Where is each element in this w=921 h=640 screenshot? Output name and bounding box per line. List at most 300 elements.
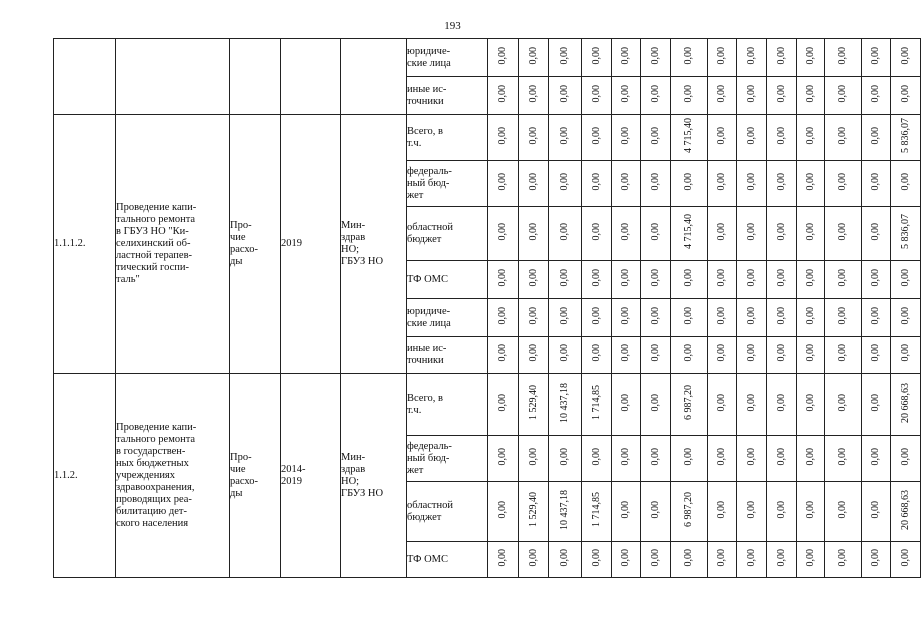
value-cell (671, 299, 708, 337)
value-text: 0,00 (837, 393, 848, 412)
value-text: 0,00 (775, 500, 787, 519)
value-text: 0,00 (870, 306, 881, 325)
value-cell (671, 39, 708, 77)
value-cell (671, 115, 708, 161)
value-cell (708, 299, 737, 337)
value-text: 20 668,63 (899, 382, 911, 423)
value-cell (612, 39, 641, 77)
value-cell (488, 115, 519, 161)
value-text: 0,00 (649, 500, 661, 519)
value-text: 0,00 (775, 447, 787, 466)
value-cell (549, 161, 582, 207)
value-cell (862, 436, 891, 482)
value-cell (488, 39, 519, 77)
value-text: 1 714,85 (590, 492, 602, 527)
value-cell (612, 161, 641, 207)
value-text: 0,00 (745, 222, 757, 241)
value-text: 0,00 (870, 172, 881, 191)
value-cell (641, 436, 671, 482)
value-cell (737, 482, 767, 542)
value-cell (891, 161, 921, 207)
value-cell (671, 261, 708, 299)
value-cell (582, 207, 612, 261)
value-text: 0,00 (527, 46, 539, 65)
value-cell (708, 161, 737, 207)
value-cell (862, 337, 891, 374)
source-cell: Всего, в т.ч. (407, 374, 488, 436)
value-cell (708, 261, 737, 299)
value-cell (862, 161, 891, 207)
value-cell (737, 299, 767, 337)
value-text: 0,00 (745, 46, 757, 65)
value-text: 0,00 (497, 344, 508, 362)
value-text: 0,00 (745, 344, 757, 362)
value-cell (708, 77, 737, 115)
value-text: 0,00 (899, 84, 911, 103)
value-text: 0,00 (620, 548, 631, 567)
value-cell (519, 299, 549, 337)
value-cell (641, 39, 671, 77)
item-period: 2014- 2019 (281, 374, 341, 578)
value-cell (549, 115, 582, 161)
value-cell (767, 207, 797, 261)
value-cell (671, 482, 708, 542)
value-text: 0,00 (745, 84, 757, 103)
value-cell (671, 161, 708, 207)
value-text: 0,00 (804, 447, 816, 466)
value-cell (767, 77, 797, 115)
value-text: 0,00 (804, 84, 816, 103)
value-cell (891, 374, 921, 436)
value-text: 0,00 (804, 126, 816, 145)
value-cell (612, 261, 641, 299)
value-cell (891, 207, 921, 261)
value-cell (891, 542, 921, 578)
page-number: 193 (444, 20, 461, 32)
value-cell (488, 436, 519, 482)
value-cell (797, 436, 825, 482)
empty-category-cell (230, 39, 281, 115)
value-text: 0,00 (590, 344, 602, 362)
value-text: 0,00 (527, 344, 539, 362)
value-text: 0,00 (620, 393, 631, 412)
value-cell (862, 299, 891, 337)
value-text: 0,00 (745, 393, 757, 412)
value-cell (767, 261, 797, 299)
value-text: 0,00 (683, 268, 694, 287)
value-text: 0,00 (527, 548, 539, 567)
value-cell (862, 207, 891, 261)
value-text: 0,00 (804, 306, 816, 325)
value-text: 0,00 (870, 500, 881, 519)
value-text: 0,00 (804, 393, 816, 412)
value-text: 0,00 (649, 344, 661, 362)
value-cell (549, 77, 582, 115)
value-cell (767, 482, 797, 542)
value-cell (671, 436, 708, 482)
value-text: 0,00 (620, 46, 631, 65)
value-text: 0,00 (559, 222, 570, 241)
value-text: 0,00 (649, 447, 661, 466)
source-cell: областной бюджет (407, 207, 488, 261)
value-cell (797, 542, 825, 578)
value-cell (825, 337, 862, 374)
value-cell (708, 374, 737, 436)
value-cell (519, 39, 549, 77)
value-text: 0,00 (497, 447, 508, 466)
value-text: 0,00 (683, 172, 694, 191)
value-cell (797, 115, 825, 161)
value-text: 0,00 (775, 306, 787, 325)
value-cell (825, 482, 862, 542)
value-cell (737, 374, 767, 436)
value-text: 0,00 (590, 222, 602, 241)
value-cell (708, 436, 737, 482)
value-cell (891, 39, 921, 77)
value-cell (488, 207, 519, 261)
item-category: Про- чие расхо- ды (230, 115, 281, 374)
value-text: 0,00 (837, 46, 848, 65)
value-cell (582, 374, 612, 436)
value-cell (891, 77, 921, 115)
value-text: 0,00 (716, 46, 727, 65)
value-cell (641, 77, 671, 115)
value-cell (862, 39, 891, 77)
value-cell (797, 207, 825, 261)
value-cell (708, 482, 737, 542)
value-text: 6 987,20 (683, 492, 694, 527)
value-text: 0,00 (527, 172, 539, 191)
empty-name-cell (116, 39, 230, 115)
value-text: 0,00 (590, 548, 602, 567)
budget-table (53, 38, 921, 578)
value-cell (582, 337, 612, 374)
value-cell (582, 261, 612, 299)
value-cell (488, 542, 519, 578)
item-category: Про- чие расхо- ды (230, 374, 281, 578)
value-text: 1 529,40 (527, 492, 539, 527)
value-text: 0,00 (683, 46, 694, 65)
value-text: 0,00 (497, 84, 508, 103)
value-text: 1 714,85 (590, 385, 602, 420)
value-text: 0,00 (837, 306, 848, 325)
value-text: 0,00 (590, 447, 602, 466)
value-cell (612, 207, 641, 261)
source-cell: Всего, в т.ч. (407, 115, 488, 161)
value-cell (641, 207, 671, 261)
value-cell (519, 482, 549, 542)
value-cell (519, 337, 549, 374)
value-text: 0,00 (870, 46, 881, 65)
value-cell (737, 542, 767, 578)
value-text: 0,00 (559, 548, 570, 567)
source-cell: юридиче- ские лица (407, 39, 488, 77)
value-cell (549, 436, 582, 482)
value-cell (488, 374, 519, 436)
value-text: 0,00 (804, 268, 816, 287)
value-text: 0,00 (870, 447, 881, 466)
value-cell (862, 77, 891, 115)
value-cell (767, 115, 797, 161)
value-text: 0,00 (497, 500, 508, 519)
value-text: 0,00 (870, 84, 881, 103)
value-text: 0,00 (590, 84, 602, 103)
value-cell (767, 299, 797, 337)
value-cell (891, 115, 921, 161)
empty-code-cell (54, 39, 116, 115)
value-cell (825, 374, 862, 436)
value-cell (519, 161, 549, 207)
source-cell: федераль- ный бюд- жет (407, 161, 488, 207)
value-cell (549, 261, 582, 299)
item-period: 2019 (281, 115, 341, 374)
value-cell (549, 39, 582, 77)
value-text: 0,00 (804, 344, 816, 362)
value-text: 0,00 (775, 268, 787, 287)
value-cell (488, 161, 519, 207)
value-cell (825, 161, 862, 207)
value-cell (767, 436, 797, 482)
value-text: 0,00 (716, 268, 727, 287)
value-cell (708, 39, 737, 77)
value-cell (582, 436, 612, 482)
value-text: 0,00 (837, 447, 848, 466)
value-text: 0,00 (837, 126, 848, 145)
value-text: 0,00 (870, 126, 881, 145)
value-cell (825, 115, 862, 161)
item-code: 1.1.2. (54, 374, 116, 578)
value-cell (891, 299, 921, 337)
value-text: 0,00 (620, 126, 631, 145)
value-cell (488, 482, 519, 542)
value-text: 0,00 (775, 222, 787, 241)
source-cell: иные ис- точники (407, 77, 488, 115)
value-text: 0,00 (804, 172, 816, 191)
value-text: 0,00 (683, 548, 694, 567)
value-cell (891, 436, 921, 482)
value-text: 0,00 (804, 500, 816, 519)
value-text: 0,00 (745, 126, 757, 145)
value-text: 4 715,40 (683, 118, 694, 153)
value-text: 0,00 (620, 268, 631, 287)
value-text: 0,00 (527, 268, 539, 287)
value-cell (671, 542, 708, 578)
value-text: 6 987,20 (683, 385, 694, 420)
value-text: 0,00 (590, 268, 602, 287)
value-text: 0,00 (775, 46, 787, 65)
value-text: 0,00 (804, 548, 816, 567)
value-cell (825, 39, 862, 77)
value-text: 0,00 (683, 447, 694, 466)
value-cell (582, 115, 612, 161)
value-text: 4 715,40 (683, 214, 694, 249)
value-cell (708, 207, 737, 261)
value-text: 0,00 (775, 344, 787, 362)
value-text: 0,00 (870, 548, 881, 567)
value-cell (641, 542, 671, 578)
value-text: 0,00 (899, 548, 911, 567)
value-text: 0,00 (527, 126, 539, 145)
value-text: 0,00 (716, 306, 727, 325)
item-code: 1.1.1.2. (54, 115, 116, 374)
value-cell (737, 115, 767, 161)
value-text: 0,00 (620, 500, 631, 519)
value-text: 0,00 (497, 548, 508, 567)
value-text: 0,00 (745, 447, 757, 466)
value-text: 0,00 (649, 222, 661, 241)
value-text: 0,00 (497, 126, 508, 145)
value-cell (797, 77, 825, 115)
value-cell (612, 337, 641, 374)
value-text: 0,00 (649, 306, 661, 325)
value-cell (641, 482, 671, 542)
value-cell (671, 337, 708, 374)
value-cell (641, 115, 671, 161)
value-cell (825, 261, 862, 299)
value-text: 0,00 (716, 172, 727, 191)
value-text: 0,00 (899, 447, 911, 466)
source-cell: иные ис- точники (407, 337, 488, 374)
value-cell (488, 77, 519, 115)
value-cell (641, 299, 671, 337)
value-text: 0,00 (899, 268, 911, 287)
value-text: 0,00 (899, 344, 911, 362)
value-text: 0,00 (716, 393, 727, 412)
value-text: 0,00 (899, 172, 911, 191)
value-cell (582, 482, 612, 542)
value-cell (612, 77, 641, 115)
value-text: 0,00 (683, 344, 694, 362)
value-cell (737, 161, 767, 207)
value-cell (891, 337, 921, 374)
value-text: 0,00 (559, 126, 570, 145)
value-cell (862, 115, 891, 161)
source-cell: юридиче- ские лица (407, 299, 488, 337)
value-text: 0,00 (559, 84, 570, 103)
value-cell (582, 161, 612, 207)
value-text: 0,00 (527, 84, 539, 103)
value-text: 0,00 (620, 84, 631, 103)
value-text: 0,00 (745, 172, 757, 191)
value-text: 0,00 (497, 393, 508, 412)
value-text: 0,00 (716, 447, 727, 466)
value-text: 0,00 (775, 548, 787, 567)
value-text: 10 437,18 (559, 382, 570, 423)
value-text: 0,00 (497, 306, 508, 325)
value-cell (549, 542, 582, 578)
value-text: 0,00 (559, 268, 570, 287)
value-text: 0,00 (590, 172, 602, 191)
value-cell (767, 542, 797, 578)
value-cell (612, 115, 641, 161)
empty-executor-cell (341, 39, 407, 115)
value-cell (862, 542, 891, 578)
value-text: 0,00 (620, 344, 631, 362)
value-text: 0,00 (590, 126, 602, 145)
value-text: 0,00 (649, 268, 661, 287)
value-text: 0,00 (804, 46, 816, 65)
value-cell (825, 436, 862, 482)
value-text: 0,00 (527, 306, 539, 325)
value-cell (549, 207, 582, 261)
value-text: 20 668,63 (899, 489, 911, 530)
value-text: 0,00 (775, 84, 787, 103)
source-cell: ТФ ОМС (407, 542, 488, 578)
value-cell (612, 299, 641, 337)
value-text: 0,00 (870, 222, 881, 241)
value-cell (737, 436, 767, 482)
value-text: 0,00 (649, 126, 661, 145)
value-text: 0,00 (775, 126, 787, 145)
value-text: 0,00 (716, 344, 727, 362)
source-cell: областной бюджет (407, 482, 488, 542)
value-cell (582, 77, 612, 115)
value-cell (737, 261, 767, 299)
value-cell (767, 161, 797, 207)
value-text: 0,00 (649, 46, 661, 65)
value-text: 0,00 (745, 268, 757, 287)
value-cell (488, 299, 519, 337)
value-text: 0,00 (837, 548, 848, 567)
value-cell (519, 207, 549, 261)
value-cell (519, 542, 549, 578)
value-cell (641, 261, 671, 299)
value-cell (737, 207, 767, 261)
value-cell (519, 374, 549, 436)
value-cell (767, 374, 797, 436)
value-text: 0,00 (837, 500, 848, 519)
value-text: 0,00 (804, 222, 816, 241)
value-cell (549, 337, 582, 374)
value-cell (519, 261, 549, 299)
value-text: 0,00 (870, 268, 881, 287)
value-cell (671, 77, 708, 115)
item-name: Проведение капи- тального ремонта в ГБУЗ НО "Ки- селихинский об- ластной терапев- тический госпи- таль" (116, 115, 230, 374)
value-text: 0,00 (716, 222, 727, 241)
value-cell (708, 115, 737, 161)
value-cell (862, 482, 891, 542)
table-row (54, 39, 921, 77)
value-cell (825, 299, 862, 337)
value-cell (891, 482, 921, 542)
value-text: 0,00 (837, 84, 848, 103)
value-text: 0,00 (590, 306, 602, 325)
value-cell (891, 261, 921, 299)
value-cell (737, 337, 767, 374)
value-text: 0,00 (775, 393, 787, 412)
value-text: 0,00 (620, 306, 631, 325)
value-cell (825, 77, 862, 115)
value-text: 0,00 (745, 548, 757, 567)
value-text: 0,00 (683, 306, 694, 325)
value-text: 0,00 (837, 172, 848, 191)
table-row (54, 374, 921, 436)
value-text: 0,00 (527, 447, 539, 466)
value-cell (862, 374, 891, 436)
value-cell (488, 337, 519, 374)
value-text: 0,00 (559, 172, 570, 191)
value-cell (488, 261, 519, 299)
value-cell (797, 161, 825, 207)
value-text: 0,00 (649, 548, 661, 567)
value-text: 0,00 (837, 268, 848, 287)
value-cell (549, 374, 582, 436)
value-cell (612, 482, 641, 542)
value-cell (641, 337, 671, 374)
value-cell (797, 39, 825, 77)
item-executor: Мин- здрав НО; ГБУЗ НО (341, 115, 407, 374)
value-cell (671, 374, 708, 436)
